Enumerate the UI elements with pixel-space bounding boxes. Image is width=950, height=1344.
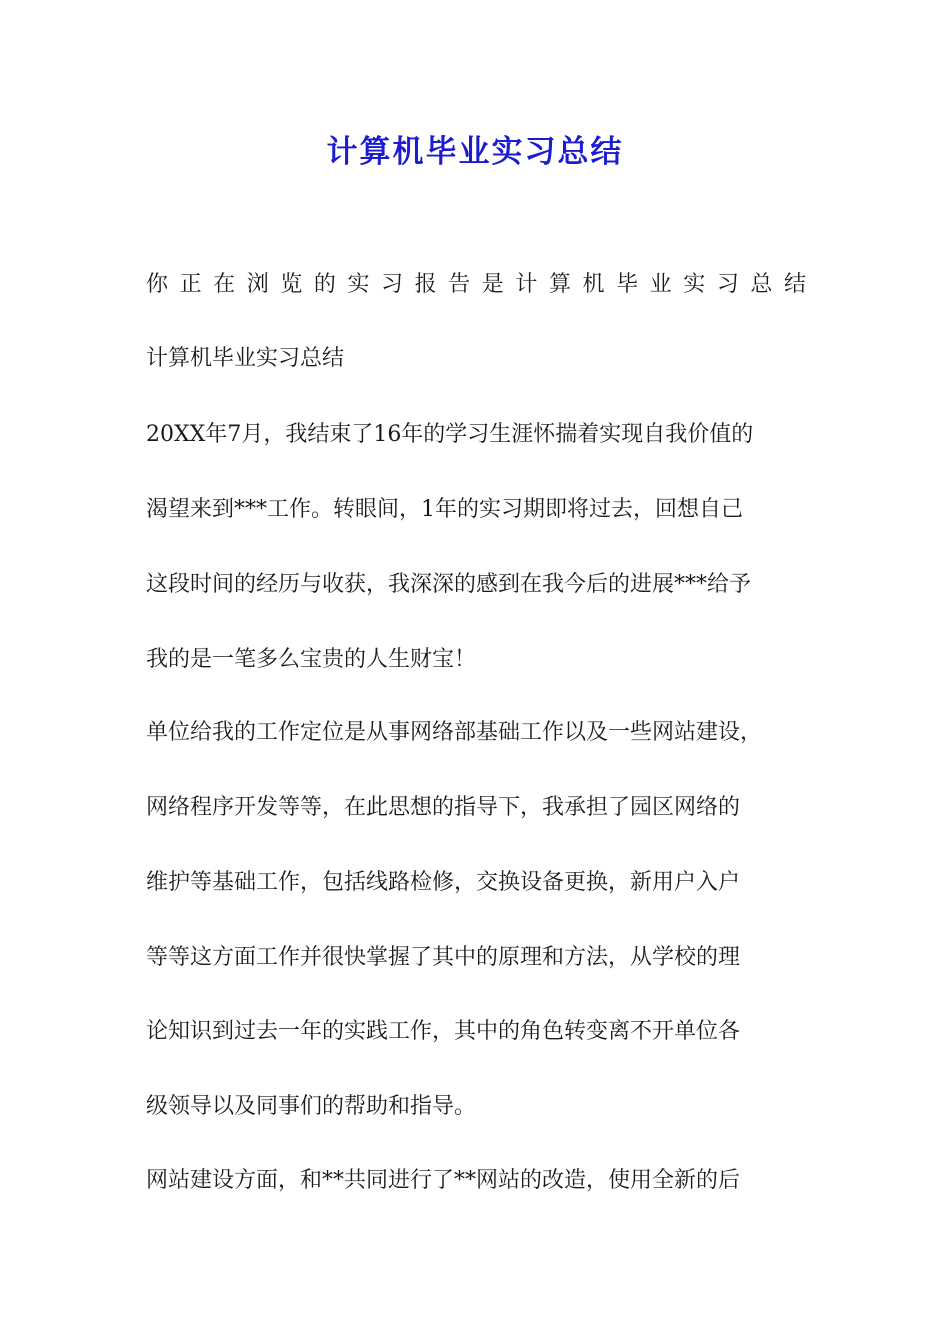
intro-char: 总: [750, 272, 773, 297]
body-line: 维护等基础工作，包括线路检修，交换设备更换，新用户入户: [146, 870, 741, 895]
intro-char: 实: [683, 272, 706, 297]
intro-char: 实: [347, 272, 370, 297]
body-line: 这段时间的经历与收获，我深深的感到在我今后的进展***给予: [146, 572, 752, 597]
body-line: 单位给我的工作定位是从事网络部基础工作以及一些网站建设，: [146, 720, 763, 745]
body-line: 网络程序开发等等，在此思想的指导下，我承担了园区网络的: [146, 795, 741, 820]
intro-char: 机: [582, 272, 605, 297]
intro-char: 的: [313, 272, 336, 297]
intro-char: 浏: [246, 272, 269, 297]
intro-char: 计: [515, 272, 538, 297]
body-line: 我的是一笔多么宝贵的人生财宝！: [146, 647, 477, 672]
intro-char: 业: [649, 272, 672, 297]
intro-char: 你: [146, 272, 169, 297]
intro-char: 毕: [616, 272, 639, 297]
intro-char: 结: [783, 272, 806, 297]
intro-char: 览: [280, 272, 303, 297]
body-line: 20XX年7月，我结束了16年的学习生涯怀揣着实现自我价值的: [146, 422, 754, 447]
body-line: 计算机毕业实习总结: [146, 346, 345, 371]
intro-char: 习: [381, 272, 404, 297]
body-line: 等等这方面工作并很快掌握了其中的原理和方法，从学校的理: [146, 945, 741, 970]
body-line: 渴望来到***工作。转眼间，1年的实习期即将过去，回想自己: [146, 497, 743, 522]
document-title: 计算机毕业实习总结: [326, 134, 624, 170]
intro-char: 告: [448, 272, 471, 297]
body-line: 网站建设方面，和**共同进行了**网站的改造，使用全新的后: [146, 1168, 741, 1193]
intro-line: [146, 268, 806, 302]
intro-char: 报: [414, 272, 437, 297]
body-line: 级领导以及同事们的帮助和指导。: [146, 1094, 477, 1119]
intro-char: 习: [716, 272, 739, 297]
body-line: 论知识到过去一年的实践工作，其中的角色转变离不开单位各: [146, 1019, 741, 1044]
intro-char: 算: [548, 272, 571, 297]
intro-char: 在: [213, 272, 236, 297]
intro-char: 正: [179, 272, 202, 297]
intro-char: 是: [481, 272, 504, 297]
